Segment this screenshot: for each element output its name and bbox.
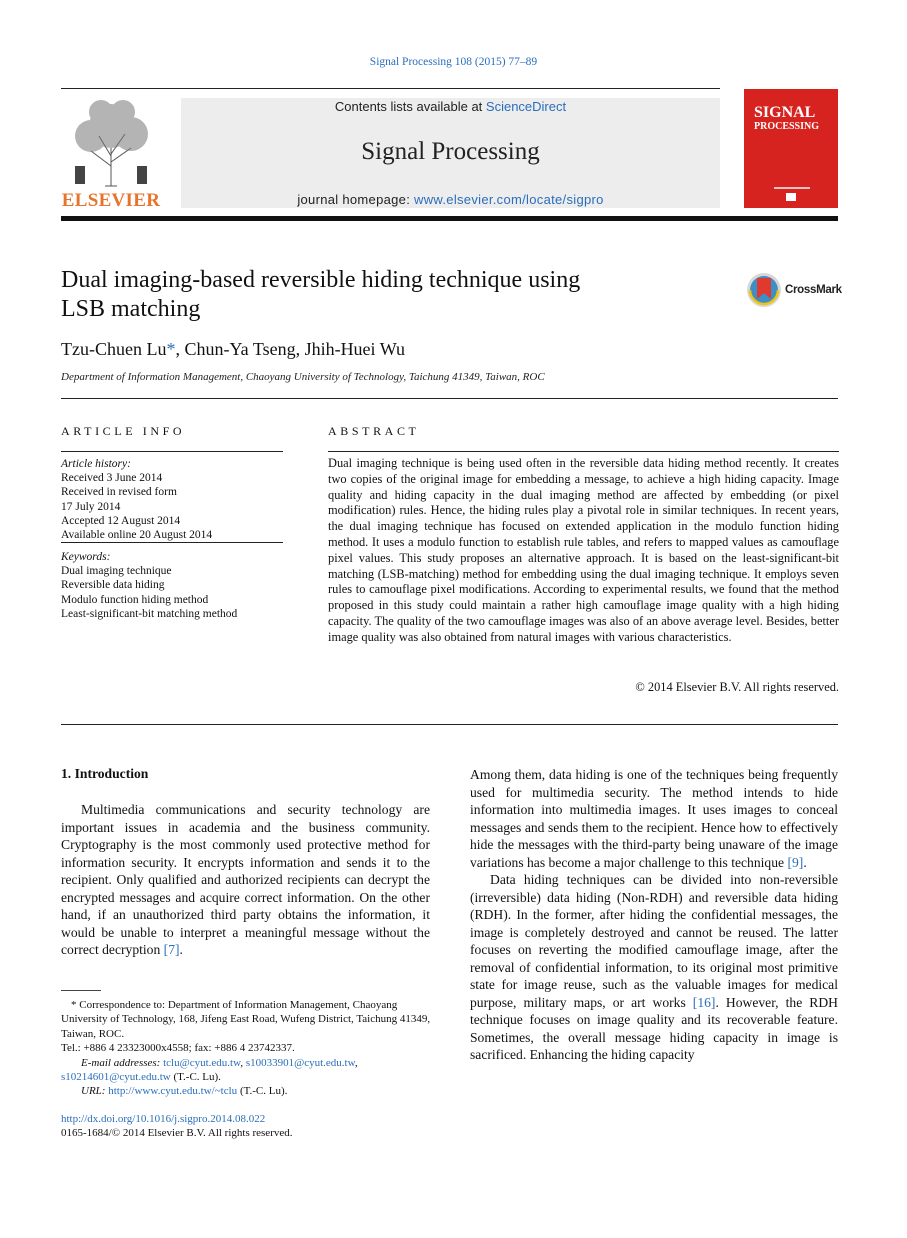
article-history-label: Article history:	[61, 458, 131, 470]
email-link[interactable]: s10214601@cyut.edu.tw	[61, 1071, 171, 1084]
affiliation-rule	[61, 398, 838, 399]
footnote-rule	[61, 990, 101, 991]
history-item: Accepted 12 August 2014	[61, 514, 181, 527]
abstract-rule	[328, 451, 839, 452]
cover-title-line1: SIGNAL	[754, 104, 816, 121]
intro-paragraph	[61, 801, 430, 959]
journal-title: Signal Processing	[361, 138, 540, 165]
journal-reference-link[interactable]: Signal Processing 108 (2015) 77–89	[369, 56, 538, 68]
crossmark-label: CrossMark	[785, 284, 842, 296]
intro-paragraph	[470, 766, 838, 871]
intro-left-column	[61, 801, 430, 959]
abstract-bottom-rule	[61, 724, 838, 725]
intro-paragraph-text: Multimedia communications and security technology are important issues in academia and the business community. Cryptography is the most commonly used protective method for information security. It encrypts information and sends it to the recipient. Only qualified and authorized recipients can decrypt the encrypted messages and acquire correct information. On the other hand, if an unauthorized third party obtains the information, it would be unable to interpret a meaningful message without the correct decryption	[61, 802, 430, 957]
citation-link[interactable]: [16]	[692, 994, 716, 1010]
email-link[interactable]: s10033901@cyut.edu.tw	[245, 1056, 355, 1069]
intro-paragraph-text: . However, the RDH technique focuses on image quality and its recoverable feature. Sometimes, the overall message hiding capacity in image is sacrificed. Enhancing the hiding capacity	[470, 994, 838, 1062]
history-item: Received 3 June 2014	[61, 472, 163, 485]
citation-link[interactable]: [7]	[163, 942, 180, 957]
abstract-text: Dual imaging technique is being used often in the reversible data hiding method recently. It creates two copies of the original image for embedding a message, to achieve a high hiding capacity. Image quality and hiding capacity in the dual imaging method are affected by embedding (or pixel modification) rules. Hence, the hiding rules play a pivotal role in similar techniques. In recent years, the dual imaging technique has focused on extended application in the modulo function hiding method. It uses a modulo function to establish rule tables, and refers to mapped values as camouflage pixel values. This study proposes an alternative approach. It is based on the least-significant-bit matching (LSB-matching) method for embedding using the dual imaging technique. It employs seven rules to camouflage pixel modifications. According to experimental results, we found that the method proposed in this study could maintain a rather high camouflage image quality with a high hiding capacity. The quality of the two camouflage images was also of an above average level. Besides, better image quality was also obtained from natural images with various characteristics.	[328, 456, 839, 644]
homepage-prefix: journal homepage:	[297, 192, 415, 207]
history-item: 17 July 2014	[61, 500, 121, 513]
abstract-copyright: © 2014 Elsevier B.V. All rights reserved.	[635, 680, 839, 694]
affiliation: Department of Information Management, Chaoyang University of Technology, Taichung 41349, Taiwan, ROC	[61, 371, 545, 383]
intro-right-column	[470, 766, 838, 1064]
doi-block	[61, 1112, 293, 1141]
journal-cover-image[interactable]	[744, 89, 838, 208]
keywords-rule	[61, 542, 283, 543]
sciencedirect-link[interactable]: ScienceDirect	[485, 99, 567, 114]
email-suffix: (T.-C. Lu).	[170, 1071, 221, 1084]
homepage-line	[181, 192, 720, 207]
intro-paragraph	[470, 871, 838, 1064]
footnotes	[61, 998, 441, 1099]
article-info-heading: ARTICLE INFO	[61, 424, 186, 438]
article-info-rule	[61, 451, 283, 452]
keywords	[61, 550, 283, 621]
elsevier-wordmark: ELSEVIER	[61, 190, 161, 211]
history-item: Received in revised form	[61, 486, 177, 499]
author-list	[61, 339, 405, 360]
url-note	[81, 1084, 441, 1098]
email-link[interactable]: tclu@cyut.edu.tw	[163, 1056, 241, 1069]
article-history	[61, 457, 283, 542]
paper-title-line2: LSB matching	[61, 296, 201, 322]
keyword-item: Modulo function hiding method	[61, 593, 209, 606]
crossmark-badge[interactable]	[746, 272, 846, 308]
contents-line	[181, 99, 720, 114]
tel-fax-note: Tel.: +886 4 23323000x4558; fax: +886 4 23742337.	[61, 1042, 295, 1055]
elsevier-tree-icon	[61, 96, 161, 188]
keyword-item: Least-significant-bit matching method	[61, 607, 238, 620]
paragraph-end: .	[803, 854, 807, 870]
cover-title	[754, 104, 820, 133]
url-link[interactable]: http://www.cyut.edu.tw/~tclu	[108, 1085, 238, 1098]
keyword-item: Reversible data hiding	[61, 579, 165, 592]
citation-link[interactable]: [9]	[787, 854, 804, 870]
author-name[interactable]: Tzu-Chuen Lu	[61, 339, 167, 359]
elsevier-logo	[61, 96, 161, 211]
other-authors: , Chun-Ya Tseng, Jhih-Huei Wu	[175, 339, 405, 359]
doi-link[interactable]: http://dx.doi.org/10.1016/j.sigpro.2014.08.022	[61, 1113, 266, 1125]
keyword-item: Dual imaging technique	[61, 565, 172, 578]
header-top-rule	[61, 88, 720, 89]
corresponding-author-mark[interactable]: *	[166, 339, 176, 359]
header-thick-rule	[61, 216, 838, 221]
cover-logo-icon	[786, 193, 796, 201]
homepage-link[interactable]: www.elsevier.com/locate/sigpro	[414, 192, 604, 207]
url-suffix: (T.-C. Lu).	[237, 1085, 288, 1098]
keywords-label: Keywords:	[61, 551, 111, 563]
email-note-continued	[61, 1070, 441, 1084]
email-label: E-mail addresses:	[81, 1056, 161, 1069]
cover-decoration	[774, 187, 810, 189]
url-label: URL:	[81, 1085, 106, 1098]
issn-copyright: 0165-1684/© 2014 Elsevier B.V. All rights reserved.	[61, 1127, 293, 1140]
introduction-heading: 1. Introduction	[61, 766, 149, 781]
history-item: Available online 20 August 2014	[61, 529, 213, 542]
abstract-heading: ABSTRACT	[328, 424, 420, 438]
cover-title-line2: PROCESSING	[754, 121, 820, 132]
email-note: E-mail addresses: tclu@cyut.edu.tw, s10033901@cyut.edu.tw,	[81, 1056, 358, 1069]
contents-prefix: Contents lists available at	[334, 99, 486, 114]
paper-title	[61, 266, 701, 324]
paragraph-end: .	[179, 942, 183, 957]
intro-paragraph-text: Data hiding techniques can be divided into non-reversible (irreversible) data hiding (Non-RDH) and reversible data hiding (RDH). In the former, after hiding the confidential messages, the image is completely destroyed and cannot be reused. The latter focuses on reverting the modified camouflage image, after the removal of confidential information, to its original most primitive state for image reuse, such as the valuable images for medical purpose, military maps, or art works	[470, 872, 838, 1010]
correspondence-note: * Correspondence to: Department of Information Management, Chaoyang University of Technology, 168, Jifeng East Road, Wufeng District, Taichung 41349, Taiwan, ROC.	[61, 999, 431, 1040]
crossmark-icon	[746, 272, 782, 308]
intro-paragraph-text: Among them, data hiding is one of the techniques being frequently used for multimedia security. The method intends to hide information into multimedia images. It uses images to conceal messages and sends them to the recipient. Hence how to effectively hide the messages with the third-party being unaware of the image variations has become a major challenge to this technique	[470, 767, 838, 870]
paper-title-line1: Dual imaging-based reversible hiding technique using	[61, 267, 581, 293]
